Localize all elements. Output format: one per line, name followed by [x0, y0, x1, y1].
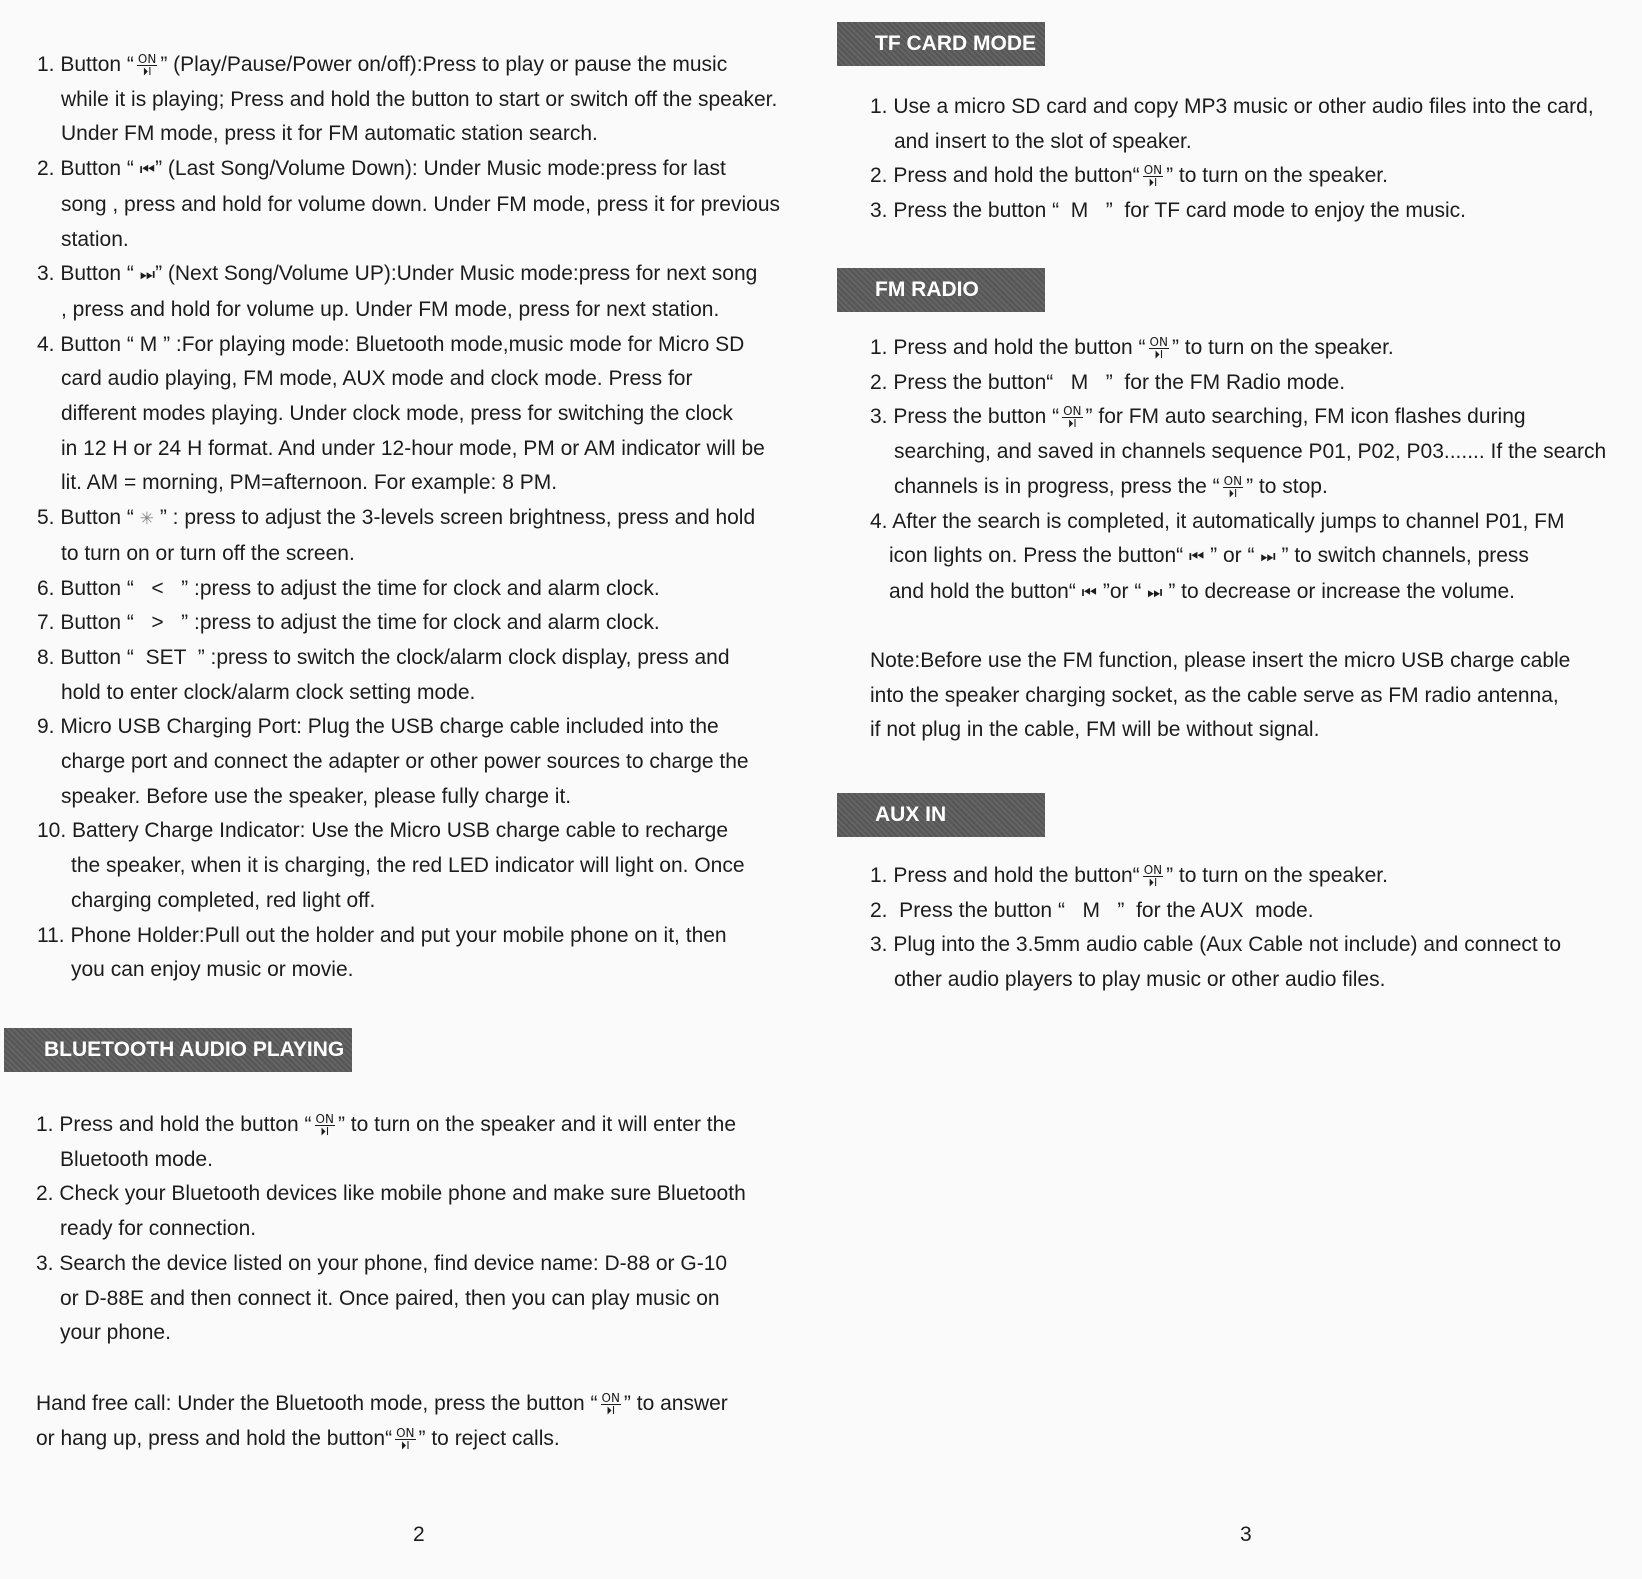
play-pause-icon: ON ⏵Ⅰ	[137, 51, 157, 78]
play-pause-icon: ON ⏵Ⅰ	[1223, 473, 1243, 500]
previous-track-icon: ⏮	[1189, 547, 1205, 568]
page-number: 2	[413, 1523, 425, 1546]
left-page	[0, 0, 810, 1579]
hand-free-call-note: Hand free call: Under the Bluetooth mode, press the button “ ON ⏵Ⅰ ” to answer or hang up, press and hold the button“ ON ⏵Ⅰ ” to reject calls.	[36, 1390, 728, 1452]
list-item: 1. Press and hold the button “ ON ⏵Ⅰ ” to turn on the speaker and it will enter the	[36, 1111, 736, 1138]
list-item: 8. Button “ SET ” :press to switch the clock/alarm clock display, press and	[37, 645, 730, 669]
buttons-list: 1. Button “ ON ⏵Ⅰ ” (Play/Pause/Power on/off):Press to play or pause the music while it is playing; Press and hold the button to start or switch off the speaker. Under FM mode, press it for FM automatic station search. 2. Button “ ⏮” (Last Song/Volume Down): Under Music mode:press for last song , press and hold for volume down. Under FM mode, press it for previous station. 3. Button “ ⏭” (Next Song/Volume UP):Under Music mode:press for next song , press and hold for volume up. Under FM mode, press for next station. 4. Button “ M ” :For playing mode: Bluetooth mode,music mode for Micro SD card audio playing, FM mode, AUX mode and clock mode. Press for different modes playing. Under clock mode, press for switching the clock in 12 H or 24 H format. And under 12-hour mode, PM or AM indicator will be lit. AM = morning, PM=afternoon. For example: 8 PM. 5. Button “ ✳ ” : press to adjust the 3-levels screen brightness, press and hold to turn on or turn off the screen. 6. Button “ < ” :press to adjust the time for clock and alarm clock. 7. Button “ > ” :press to adjust the time for clock and alarm clock. 8. Button “ SET ” :press to switch the clock/alarm clock display, press and hold to enter clock/alarm clock setting mode. 9. Micro USB Charging Port: Plug the USB charge cable included into the charge port and connect the adapter or other power sources to charge the speaker. Before use the speaker, please fully charge it. 10. Battery Charge Indicator: Use the Micro USB charge cable to recharge the speaker, when it is charging, the red LED indicator will light on. Once charging completed, red light off. 11. Phone Holder:Pull out the holder and put your mobile phone on it, then you can enjoy music or movie.	[37, 48, 807, 988]
list-item: 1. Use a micro SD card and copy MP3 music or other audio files into the card,	[870, 95, 1594, 118]
next-track-icon: ⏭	[1260, 547, 1276, 568]
list-item: 4. After the search is completed, it automatically jumps to channel P01, FM	[870, 509, 1565, 533]
list-item: 3. Plug into the 3.5mm audio cable (Aux Cable not include) and connect to	[870, 933, 1562, 957]
list-item: 2. Press the button“ M ” for the FM Radio mode.	[870, 370, 1346, 394]
list-item: 10. Battery Charge Indicator: Use the Micro USB charge cable to recharge	[37, 819, 729, 843]
play-pause-icon: ON ⏵Ⅰ	[1063, 404, 1082, 431]
play-pause-icon: ON ⏵Ⅰ	[1143, 163, 1163, 190]
list-item: 3. Press the button “ M ” for TF card mode to enjoy the music.	[870, 199, 1467, 223]
list-item: 1. Press and hold the button “ ON ⏵Ⅰ ” to turn on the speaker.	[870, 334, 1394, 361]
page-number: 3	[1240, 1523, 1252, 1546]
bluetooth-section-header: BLUETOOTH AUDIO PLAYING	[4, 1028, 352, 1072]
list-item: 11. Phone Holder:Pull out the holder and put your mobile phone on it, then	[37, 923, 727, 947]
play-pause-icon: ON ⏵Ⅰ	[601, 1390, 620, 1417]
play-pause-icon: ON ⏵Ⅰ	[1143, 862, 1163, 889]
next-track-icon: ⏭	[1147, 582, 1163, 603]
list-item: 2. Button “ ⏮” (Last Song/Volume Down): Under Music mode:press for last	[37, 157, 726, 181]
aux-in-section: 1. Press and hold the button“ ON ⏵Ⅰ ” to turn on the speaker. 2. Press the button “ M ” for the AUX mode. 3. Plug into the 3.5mm audio cable (Aux Cable not include) and connect to other audio players to play music or other audio files.	[870, 859, 1642, 998]
fm-note: Note:Before use the FM function, please insert the micro USB charge cable into the speaker charging socket, as the cable serve as FM radio antenna, if not plug in the cable, FM will be without signal.	[870, 649, 1571, 742]
list-item: 9. Micro USB Charging Port: Plug the USB charge cable included into the	[37, 715, 719, 739]
list-item: 3. Button “ ⏭” (Next Song/Volume UP):Under Music mode:press for next song	[37, 262, 758, 286]
aux-in-section-header: AUX IN	[837, 793, 1045, 837]
fm-radio-section: 1. Press and hold the button “ ON ⏵Ⅰ ” to turn on the speaker. 2. Press the button“ M ” for the FM Radio mode. 3. Press the button “ ON ⏵Ⅰ ” for FM auto searching, FM icon flashes during searching, and saved in channels sequence P01, P02, P03....... If the search channels is in progress, press the “ ON ⏵Ⅰ ” to stop. 4. After the search is completed, it automatically jumps to channel P01, FM icon lights on. Press the button“ ⏮ ” or “ ⏭ ” to switch channels, press and hold the button“ ⏮ ”or “ ⏭ ” to decrease or increase the volume.	[870, 331, 1642, 611]
play-pause-icon: ON ⏵Ⅰ	[396, 1425, 415, 1452]
bluetooth-section: 1. Press and hold the button “ ON ⏵Ⅰ ” to turn on the speaker and it will enter the Bluetooth mode. 2. Check your Bluetooth devices like mobile phone and make sure Bluetooth ready for connection. 3. Search the device listed on your phone, find device name: D-88 or G-10 or D-88E and then connect it. Once paired, then you can play music on your phone.	[36, 1108, 806, 1351]
list-item: 5. Button “ ✳ ” : press to adjust the 3-levels screen brightness, press and hold	[37, 506, 756, 530]
list-item: 1. Press and hold the button“ ON ⏵Ⅰ ” to turn on the speaker.	[870, 862, 1388, 889]
list-item: 2. Check your Bluetooth devices like mobile phone and make sure Bluetooth	[36, 1182, 746, 1206]
previous-track-icon: ⏮	[139, 160, 156, 181]
right-page	[810, 0, 1642, 1579]
list-item: 2. Press the button “ M ” for the AUX mode.	[870, 898, 1314, 922]
fm-radio-section-header: FM RADIO	[837, 268, 1045, 312]
list-item: 2. Press and hold the button“ ON ⏵Ⅰ ” to turn on the speaker.	[870, 163, 1388, 190]
tf-card-section: 1. Use a micro SD card and copy MP3 music or other audio files into the card, and insert to the slot of speaker. 2. Press and hold the button“ ON ⏵Ⅰ ” to turn on the speaker. 3. Press the button “ M ” for TF card mode to enjoy the music.	[870, 90, 1640, 229]
list-item: 6. Button “ < ” :press to adjust the time for clock and alarm clock.	[37, 576, 660, 600]
play-pause-icon: ON ⏵Ⅰ	[1149, 334, 1168, 361]
next-track-icon: ⏭	[139, 265, 156, 286]
list-item: 7. Button “ > ” :press to adjust the time for clock and alarm clock.	[37, 611, 660, 635]
play-pause-icon: ON ⏵Ⅰ	[315, 1111, 334, 1138]
list-item: 1. Button “ ON ⏵Ⅰ ” (Play/Pause/Power on/off):Press to play or pause the music	[37, 51, 728, 78]
list-item: 4. Button “ M ” :For playing mode: Bluetooth mode,music mode for Micro SD	[37, 332, 745, 356]
previous-track-icon: ⏮	[1081, 582, 1097, 603]
brightness-icon: ✳	[139, 509, 154, 530]
list-item: 3. Search the device listed on your phone, find device name: D-88 or G-10	[36, 1251, 728, 1275]
list-item: 3. Press the button “ ON ⏵Ⅰ ” for FM auto searching, FM icon flashes during	[870, 404, 1526, 431]
tf-card-section-header: TF CARD MODE	[837, 22, 1045, 66]
